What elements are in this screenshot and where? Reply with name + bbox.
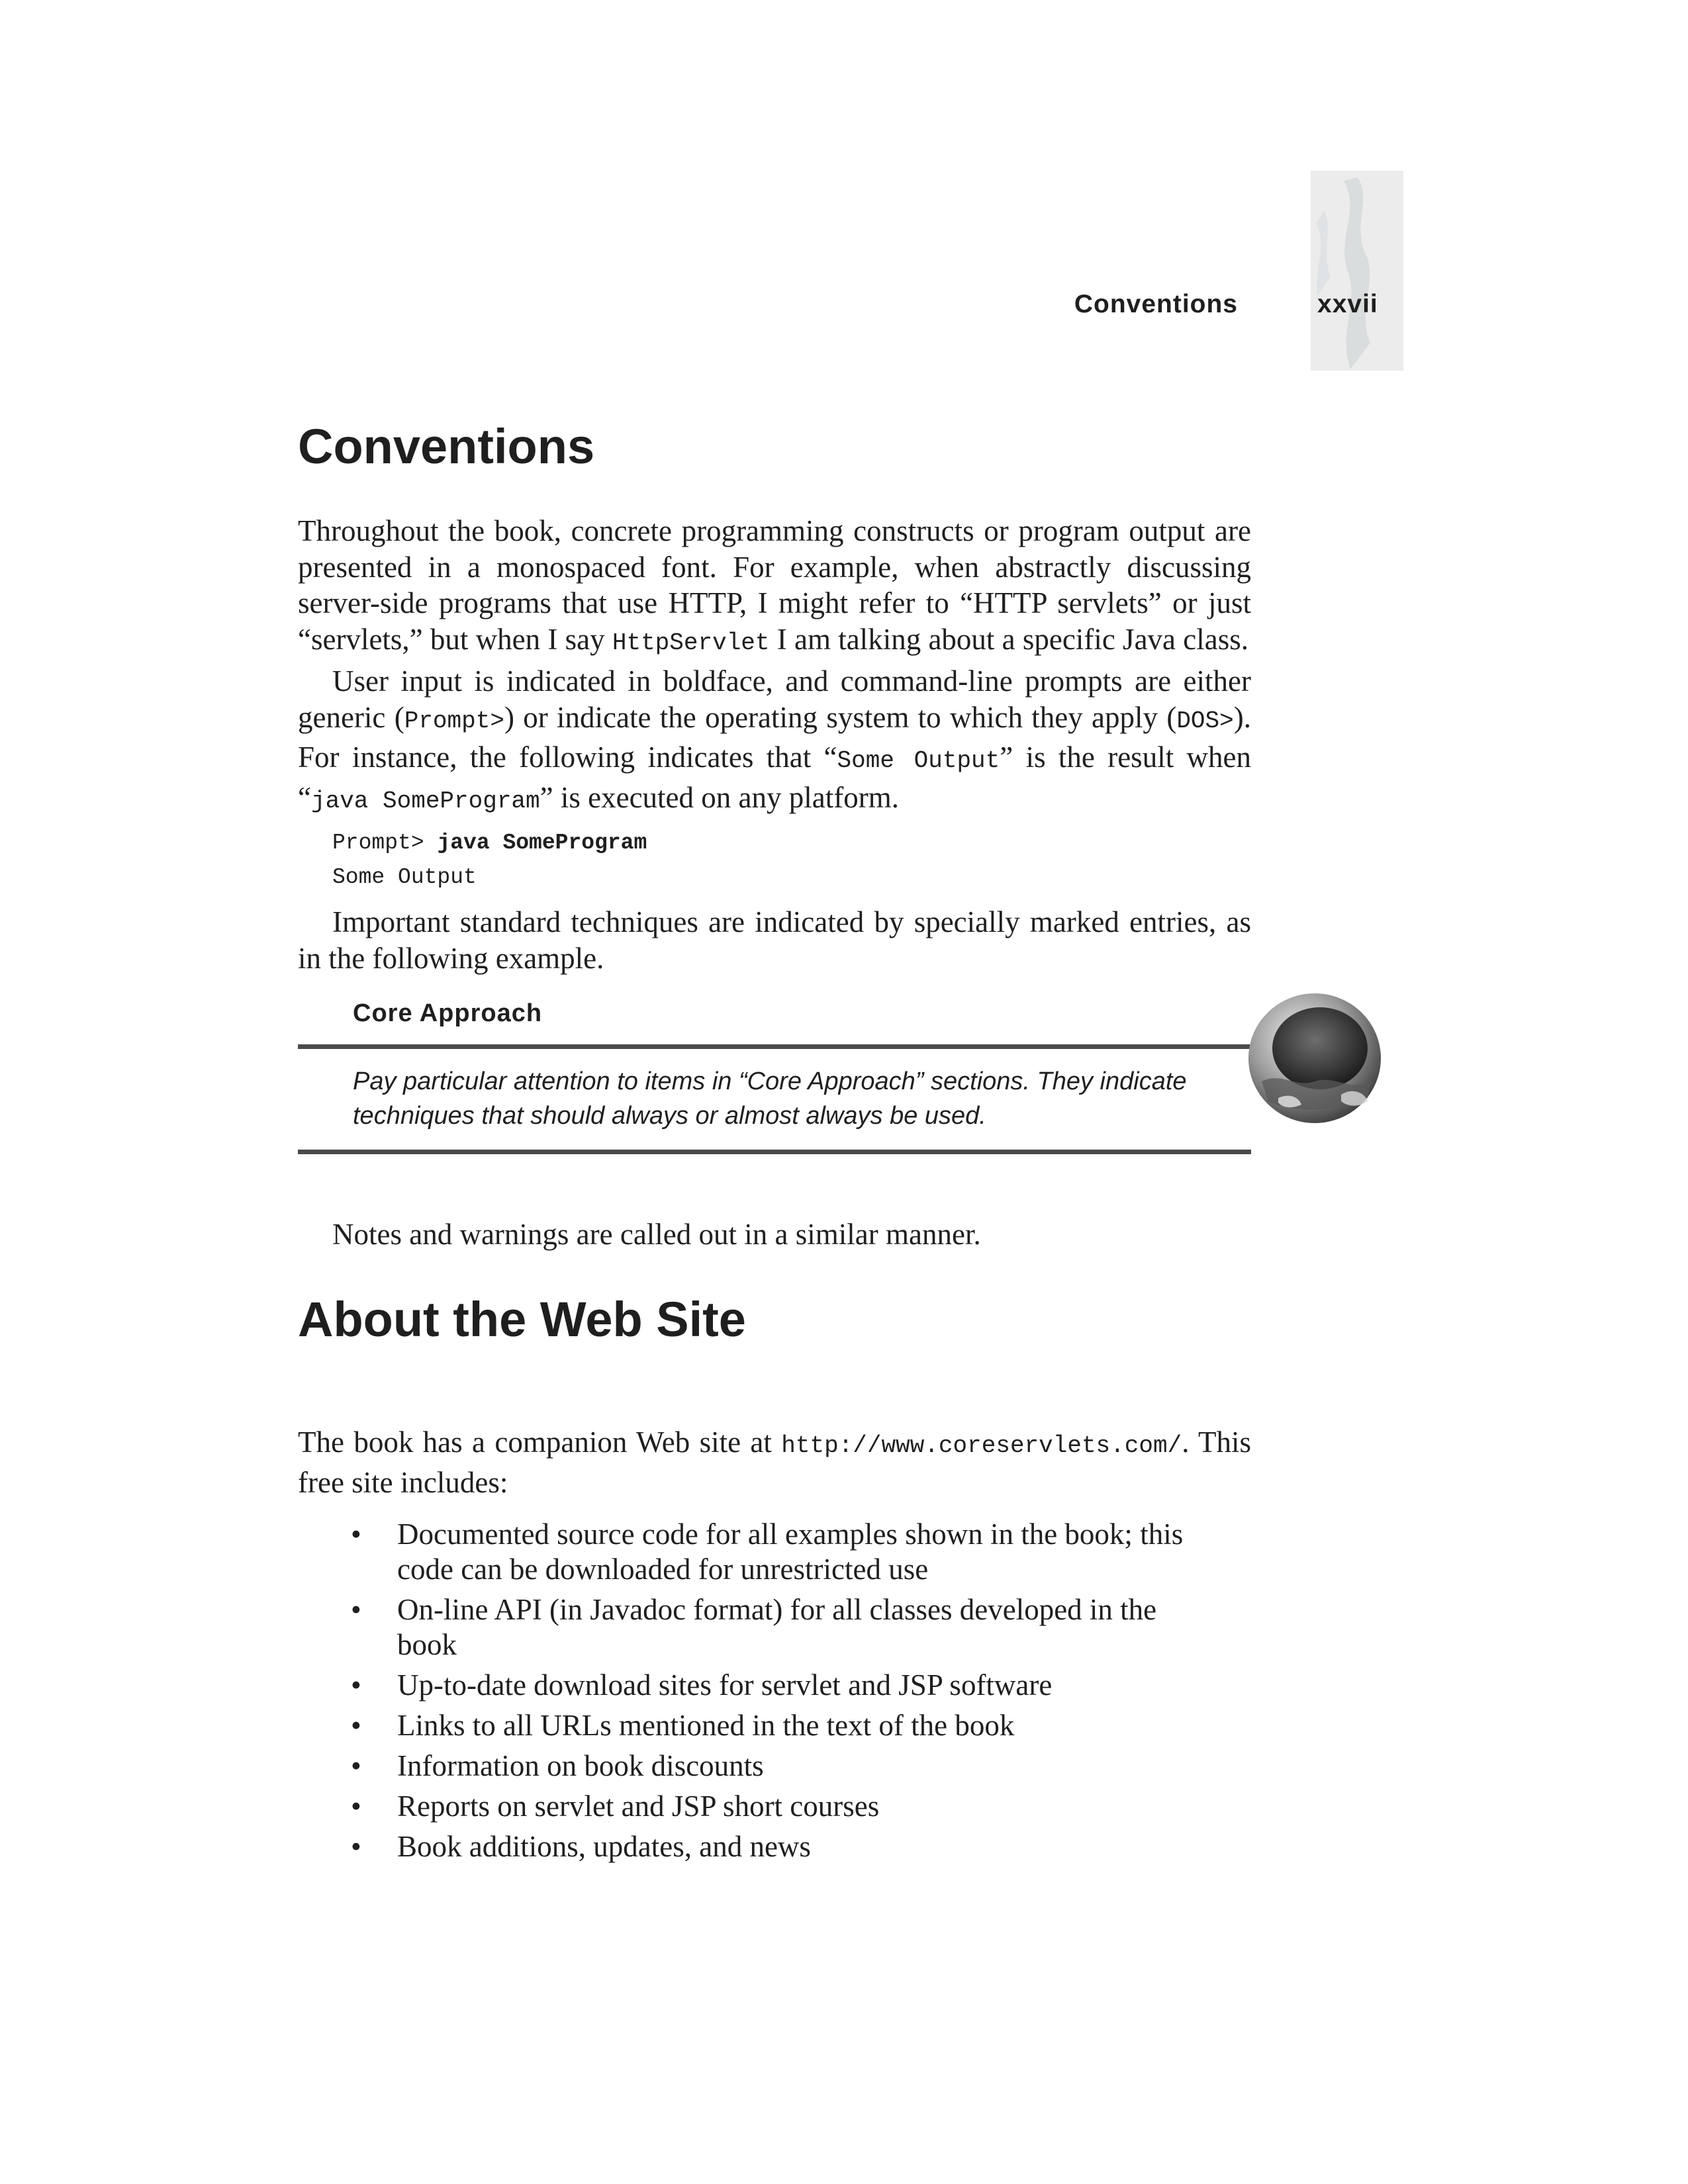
conventions-paragraph-3: Important standard techniques are indicated by specially marked entries, as in the following example. [298,905,1251,975]
core-approach-label: Core Approach [353,999,543,1027]
conventions-paragraph-4: Notes and warnings are called out in a similar manner. [332,1218,981,1251]
about-intro [298,1424,1251,1500]
header-thumb-tab [1311,171,1403,371]
code-example [332,826,647,895]
core-approach-top-rule [298,1044,1251,1049]
inline-code: java SomeProgram [310,787,540,815]
conventions-heading: Conventions [298,419,595,474]
list-item-text: Book additions, updates, and news [397,1830,811,1863]
list-item-text: Documented source code for all examples shown in the book; this code can be downloaded for unrestricted use [397,1518,1184,1586]
core-approach-text: Pay particular attention to items in “Core Approach” sections. They indicate techniques that should always or almost always be used. [353,1068,1187,1130]
text-run: The book has a companion Web site at [298,1426,782,1459]
inline-code: Some Output [837,747,1000,774]
globe-icon [1242,982,1387,1128]
page-number: xxvii [1317,290,1378,318]
bullet: • [351,1593,361,1626]
text-run: ) or indicate the operating system to which they apply ( [504,700,1177,734]
list-item-text: Information on book discounts [397,1749,764,1782]
text-run: I am talking about a specific Java class. [769,622,1248,656]
code-line-command [332,826,647,860]
bullet: • [351,1830,361,1863]
list-item-text: Links to all URLs mentioned in the text of the book [397,1709,1015,1742]
list-item [298,1592,1192,1662]
inline-code: Prompt> [404,707,504,735]
bullet: • [351,1668,361,1702]
text-run: . This free site includes: [298,1426,1251,1499]
code-user-input: java SomeProgram [437,831,647,855]
bullet: • [351,1709,361,1742]
about-heading: About the Web Site [298,1292,746,1347]
conventions-paragraph-1 [298,513,1251,661]
bullet: • [351,1790,361,1823]
text-run: ” is the result when “ [298,741,1251,814]
conventions-paragraph-2 [298,663,1251,819]
text-run: ” is executed on any platform. [539,780,899,814]
running-header-title: Conventions [1074,290,1238,318]
list-item [298,1517,1192,1587]
text-run: Throughout the book, concrete programming constructs or program output are presented in a monospaced font. For example, when abstractly discussing server-side programs that use HTTP, I might refer to “HTTP servlets” or just “servlets,” but when I say [298,514,1251,656]
list-item-text: On-line API (in Javadoc format) for all classes developed in the book [397,1593,1157,1661]
bullet: • [351,1518,361,1551]
text-run: User input is indicated in boldface, and command-line prompts are either generic ( [298,664,1251,734]
site-url: http://www.coreservlets.com/ [781,1432,1182,1459]
list-item [298,1829,1192,1864]
inline-code: DOS> [1176,707,1234,735]
list-item-text: Reports on servlet and JSP short courses [397,1790,880,1823]
list-item [298,1749,1192,1784]
code-line-output: Some Output [332,865,477,889]
code-prompt: Prompt> [332,831,438,855]
list-item-text: Up-to-date download sites for servlet and JSP software [397,1668,1053,1702]
list-item [298,1708,1192,1743]
list-item [298,1789,1192,1824]
list-item [298,1668,1192,1703]
core-approach-bottom-rule [298,1150,1251,1154]
inline-code: HttpServlet [612,629,770,657]
text-run: ). For instance, the following indicates that “ [298,700,1251,774]
bullet: • [351,1749,361,1782]
tab-texture [1311,171,1403,371]
site-features-list [298,1517,1251,1870]
